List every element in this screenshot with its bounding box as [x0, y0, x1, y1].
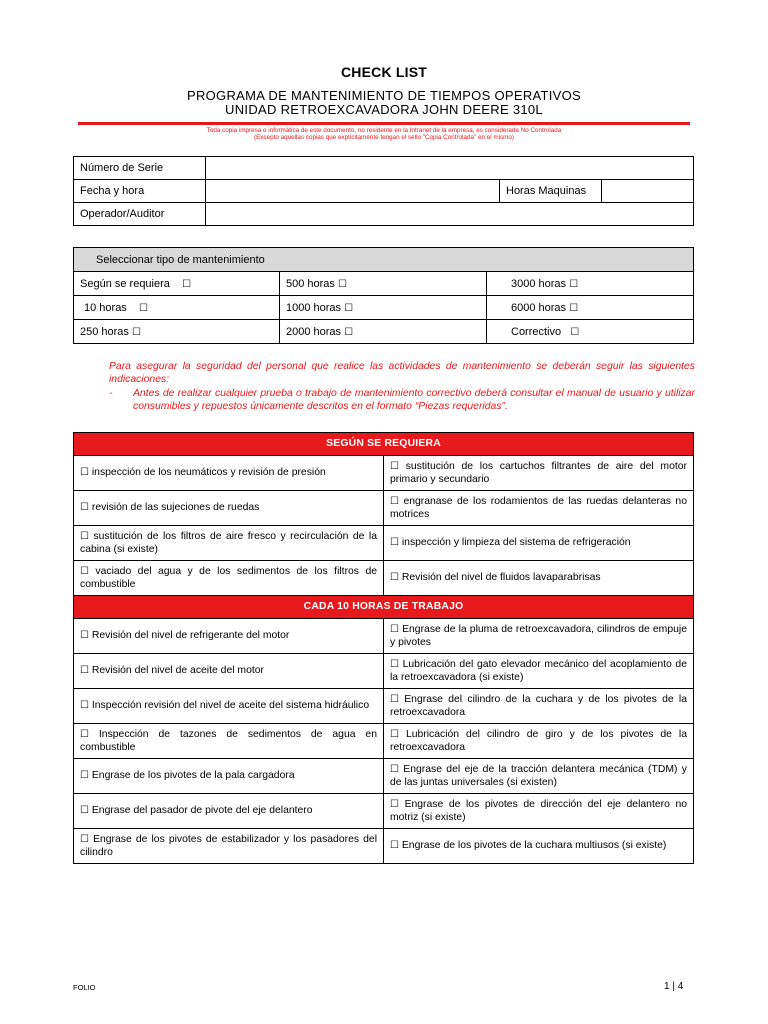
checklist-item[interactable]	[74, 456, 384, 491]
checkbox-icon[interactable]: ☐	[80, 502, 89, 514]
checklist-item[interactable]	[74, 794, 384, 829]
checkbox-icon[interactable]: ☐	[390, 798, 399, 810]
program-subtitle: PROGRAMA DE MANTENIMIENTO DE TIEMPOS OPERATIVOS	[186, 88, 582, 103]
checklist-row	[74, 456, 694, 491]
checklist-item-label: sustitución de los cartuchos filtrantes de aire del motor primario y secundario	[390, 460, 687, 485]
option-segun-se-requiera[interactable]	[74, 272, 280, 296]
checkbox-icon[interactable]: ☐	[569, 278, 579, 290]
checklist-row	[74, 561, 694, 596]
checkbox-icon[interactable]: ☐	[80, 805, 89, 817]
checklist-item-label: Lubricación del cilindro de giro y de los pivotes de la retroexcavadora	[390, 728, 687, 753]
bullet-text: Antes de realizar cualquier prueba o trabajo de mantenimiento correctivo deberá consultar el manual de usuario y utilizar consumibles y repuestos únicamente descritos en el formato “Piezas requeridas”.	[133, 388, 695, 412]
document-title: CHECK LIST	[341, 64, 427, 80]
safety-notes	[109, 361, 695, 413]
option-label: 6000 horas	[511, 301, 567, 314]
checklist-row	[74, 619, 694, 654]
checklist-row	[74, 689, 694, 724]
option-label: 3000 horas	[511, 277, 567, 290]
serie-field[interactable]	[206, 157, 694, 180]
horas-label: Horas Maquinas	[500, 180, 602, 203]
checklist-item-label: Revisión del nivel de aceite del motor	[91, 665, 264, 677]
option-3000-horas[interactable]	[487, 272, 694, 296]
checklist-item-label: Revisión del nivel de fluidos lavaparabrisas	[401, 572, 601, 584]
checklist-item[interactable]	[384, 526, 694, 561]
option-label: 500 horas	[286, 277, 335, 290]
checkbox-icon[interactable]: ☐	[80, 728, 89, 740]
option-10-horas[interactable]	[74, 296, 280, 320]
checklist-item-label: Engrase de los pivotes de la cuchara multiusos (si existe)	[401, 840, 667, 852]
checklist-row	[74, 829, 694, 864]
section-header-row	[74, 433, 694, 456]
checklist-item[interactable]	[74, 491, 384, 526]
option-250-horas[interactable]	[74, 320, 280, 344]
operador-field[interactable]	[206, 203, 694, 226]
checkbox-icon[interactable]: ☐	[80, 833, 89, 845]
checkbox-icon[interactable]: ☐	[390, 537, 399, 549]
checkbox-icon[interactable]: ☐	[390, 728, 399, 740]
checklist-item-label: Engrase del pasador de pivote del eje delantero	[91, 805, 313, 817]
checkbox-icon[interactable]: ☐	[80, 565, 89, 577]
checklist-item[interactable]	[384, 654, 694, 689]
checkbox-icon[interactable]: ☐	[570, 326, 580, 338]
checklist-row	[74, 526, 694, 561]
checklist-item[interactable]	[384, 689, 694, 724]
checklist-row	[74, 724, 694, 759]
checklist-item-label: sustitución de los filtros de aire fresco y recirculación de la cabina (si existe)	[80, 530, 377, 555]
checklist-row	[74, 491, 694, 526]
checkbox-icon[interactable]: ☐	[132, 326, 141, 338]
option-1000-horas[interactable]	[280, 296, 487, 320]
checkbox-icon[interactable]: ☐	[344, 302, 354, 314]
checkbox-icon[interactable]: ☐	[390, 572, 399, 584]
checklist-row	[74, 794, 694, 829]
operador-row	[74, 203, 694, 226]
checkbox-icon[interactable]: ☐	[390, 658, 399, 670]
option-500-horas[interactable]	[280, 272, 487, 296]
operador-label: Operador/Auditor	[74, 203, 206, 226]
fecha-label: Fecha y hora	[74, 180, 206, 203]
checklist-item-label: revisión de las sujeciones de ruedas	[91, 502, 260, 514]
checkbox-icon[interactable]: ☐	[390, 495, 399, 507]
checklist-item-label: Engrase del eje de la tracción delantera mecánica (TDM) y de las juntas universales (si existen)	[390, 763, 687, 788]
checklist-item[interactable]	[384, 759, 694, 794]
folio-label: FOLIO	[73, 983, 96, 992]
checklist-item-label: inspección y limpieza del sistema de refrigeración	[401, 537, 631, 549]
section-title: CADA 10 HORAS DE TRABAJO	[74, 596, 694, 619]
checkbox-icon[interactable]: ☐	[390, 763, 399, 775]
checkbox-icon[interactable]: ☐	[338, 278, 347, 290]
checklist-item[interactable]	[384, 794, 694, 829]
checklist-item-label: Inspección de tazones de sedimentos de agua en combustible	[80, 728, 377, 753]
section-header-row	[74, 596, 694, 619]
unit-subtitle: UNIDAD RETROEXCAVADORA JOHN DEERE 310L	[225, 102, 543, 117]
checklist-item[interactable]	[384, 619, 694, 654]
checkbox-icon[interactable]: ☐	[182, 278, 192, 290]
checkbox-icon[interactable]: ☐	[80, 700, 89, 712]
serie-label: Número de Serie	[74, 157, 206, 180]
page-number: 1 | 4	[664, 981, 684, 992]
checkbox-icon[interactable]: ☐	[80, 770, 89, 782]
notes-bullet	[109, 388, 695, 413]
maintenance-type-header: Seleccionar tipo de mantenimiento	[74, 248, 694, 272]
checklist-item-label: inspección de los neumáticos y revisión de presión	[91, 467, 326, 479]
checkbox-icon[interactable]: ☐	[80, 665, 89, 677]
checklist-item[interactable]	[384, 561, 694, 596]
checkbox-icon[interactable]: ☐	[390, 460, 399, 472]
fecha-field[interactable]	[206, 180, 500, 203]
checkbox-icon[interactable]: ☐	[344, 326, 354, 338]
checklist-item[interactable]	[74, 654, 384, 689]
serie-row	[74, 157, 694, 180]
checklist-item-label: Engrase de los pivotes de estabilizador y los pasadores del cilindro	[80, 833, 377, 858]
option-label: 250 horas	[80, 325, 129, 338]
checkbox-icon[interactable]: ☐	[80, 467, 89, 479]
checklist-item[interactable]	[74, 689, 384, 724]
notes-intro: Para asegurar la seguridad del personal que realice las actividades de mantenimiento se deberán seguir las siguientes indicaciones:	[109, 361, 695, 385]
checklist-item-label: Lubricación del gato elevador mecánico del acoplamiento de la retroexcavadora (si existe)	[390, 658, 687, 683]
info-table	[73, 156, 694, 226]
checklist-item-label: Revisión del nivel de refrigerante del motor	[91, 630, 290, 642]
checklist-item[interactable]	[74, 829, 384, 864]
checklist-item-label: engranase de los rodamientos de las ruedas delanteras no motrices	[390, 495, 687, 520]
checkbox-icon[interactable]: ☐	[569, 302, 579, 314]
bullet-dash: -	[109, 388, 113, 400]
option-correctivo[interactable]	[487, 320, 694, 344]
section-title: SEGÚN SE REQUIERA	[74, 433, 694, 456]
checkbox-icon[interactable]: ☐	[390, 623, 399, 635]
option-label: Correctivo	[511, 325, 562, 338]
checklist-item[interactable]	[384, 829, 694, 864]
option-6000-horas[interactable]	[487, 296, 694, 320]
fecha-row	[74, 180, 694, 203]
option-label: 2000 horas	[286, 325, 342, 338]
maintenance-type-table	[73, 247, 694, 344]
checklist-item[interactable]	[384, 491, 694, 526]
checkbox-icon[interactable]: ☐	[80, 630, 89, 642]
checklist-table	[73, 432, 694, 864]
checkbox-icon[interactable]: ☐	[80, 530, 89, 542]
checkbox-icon[interactable]: ☐	[390, 693, 399, 705]
checklist-item-label: vaciado del agua y de los sedimentos de los filtros de combustible	[80, 565, 378, 590]
checklist-item[interactable]	[74, 759, 384, 794]
option-label: Según se requiera	[80, 277, 170, 290]
checklist-row	[74, 759, 694, 794]
checklist-item[interactable]	[74, 526, 384, 561]
checkbox-icon[interactable]: ☐	[390, 840, 399, 852]
option-2000-horas[interactable]	[280, 320, 487, 344]
horas-field[interactable]	[602, 180, 694, 203]
checklist-item-label: Engrase de los pivotes de dirección del eje delantero no motriz (si existe)	[390, 798, 687, 823]
checklist-item[interactable]	[384, 456, 694, 491]
checklist-item[interactable]	[384, 724, 694, 759]
checklist-row	[74, 654, 694, 689]
checklist-item[interactable]	[74, 561, 384, 596]
option-label: 1000 horas	[286, 301, 342, 314]
checklist-item[interactable]	[74, 724, 384, 759]
header-divider	[78, 122, 690, 125]
disclaimer-line-2: (Excepto aquellas copias que explícitamente tengan el sello "Copia Controlada" en el mismo)	[254, 134, 514, 141]
checkbox-icon[interactable]: ☐	[139, 302, 149, 314]
option-label: 10 horas	[84, 301, 127, 314]
checklist-item-label: Engrase del cilindro de la cuchara y de los pivotes de la retroexcavadora	[390, 693, 687, 718]
checklist-item-label: Engrase de la pluma de retroexcavadora, cilindros de empuje y pivotes	[390, 623, 687, 648]
disclaimer-line-1: Toda copia impresa o informática de este documento, no residente en la Intranet de la empresa, es considerada No Controlada	[206, 127, 562, 134]
checklist-item-label: Inspección revisión del nivel de aceite del sistema hidráulico	[91, 700, 370, 712]
checklist-item[interactable]	[74, 619, 384, 654]
checklist-item-label: Engrase de los pivotes de la pala cargadora	[91, 770, 295, 782]
